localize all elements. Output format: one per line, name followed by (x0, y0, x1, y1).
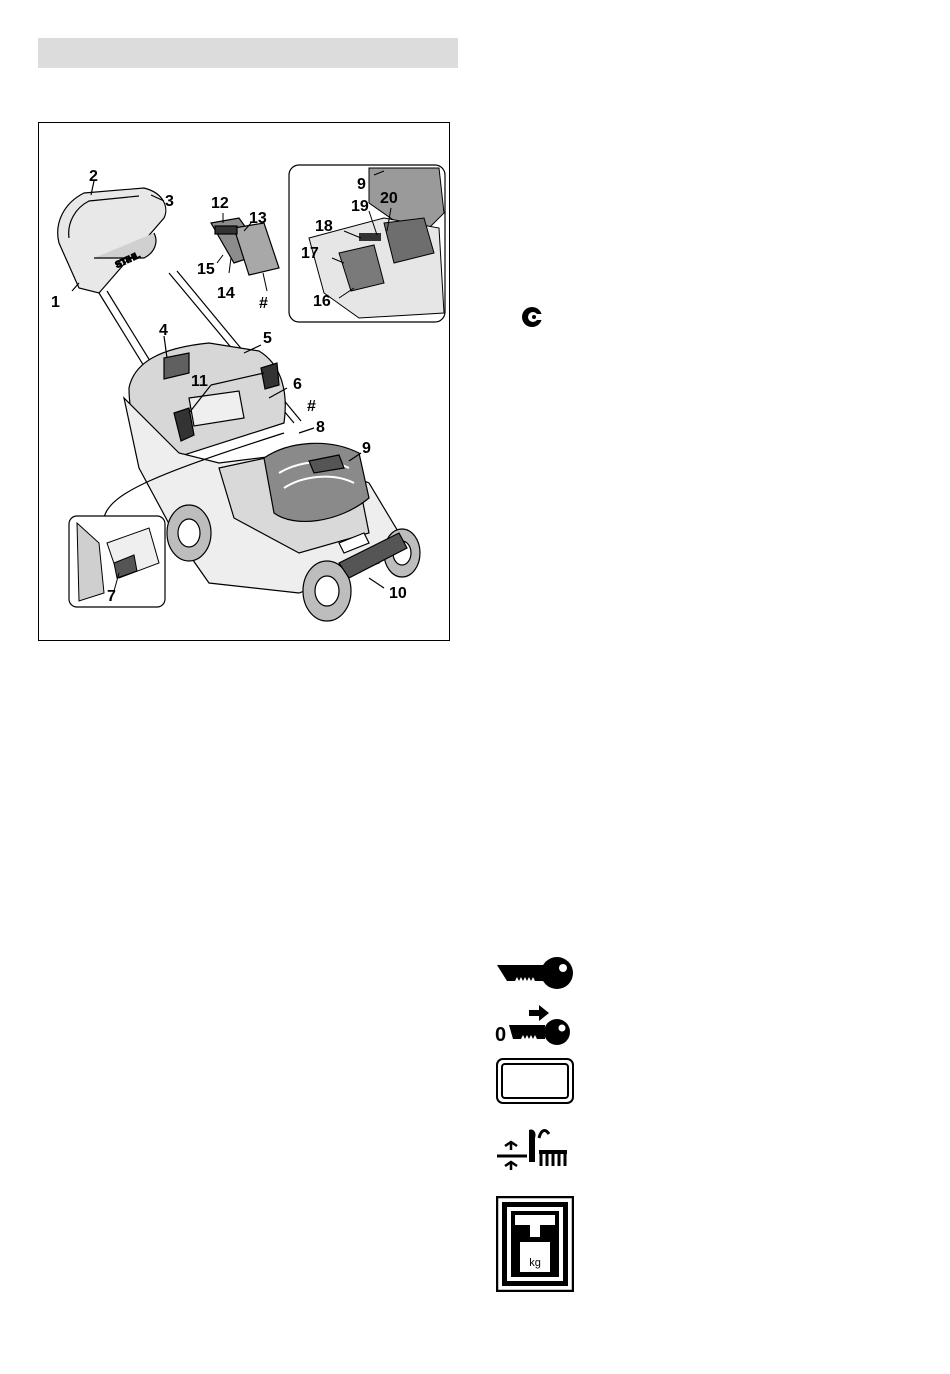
c-symbol-icon (520, 305, 544, 329)
callout-17: 17 (301, 245, 319, 262)
callout-1: 1 (51, 294, 60, 311)
inset-height-adjust-detail (69, 516, 165, 607)
callout-20: 20 (380, 190, 398, 207)
callout-11: 11 (191, 373, 208, 390)
weight-unit-label: kg (529, 1257, 541, 1269)
key-icon (495, 955, 575, 991)
callout-10: 10 (389, 585, 407, 602)
section-header-bar (38, 38, 458, 68)
callout-18: 18 (315, 218, 333, 235)
callout-19: 19 (351, 198, 369, 215)
svg-text:0: 0 (495, 1024, 507, 1046)
callout-5: 5 (263, 330, 272, 347)
callout-13: 13 (249, 210, 267, 227)
callout-12: 12 (211, 195, 229, 212)
callout-2: 2 (89, 168, 98, 185)
callout-7: 7 (107, 588, 116, 605)
callout-9-main: 9 (362, 440, 371, 457)
weight-icon (496, 1196, 574, 1292)
callout-14: 14 (217, 285, 235, 302)
callout-16: 16 (313, 293, 331, 310)
lawn-mower-illustration (38, 122, 450, 641)
key-remove-icon (495, 1003, 575, 1047)
callout-hash-battery: # (259, 295, 268, 312)
callout-6: 6 (293, 376, 302, 393)
callout-8: 8 (316, 419, 325, 436)
cutting-height-icon (497, 1122, 571, 1174)
callout-hash-deck: # (307, 398, 316, 415)
display-box-icon (496, 1058, 574, 1104)
callout-15: 15 (197, 261, 215, 278)
callout-9-inset: 9 (357, 176, 366, 193)
callout-3: 3 (165, 193, 174, 210)
mower-drawing (39, 123, 450, 641)
callout-4: 4 (159, 322, 168, 339)
handle-brand-mark: STIHL (113, 249, 142, 270)
